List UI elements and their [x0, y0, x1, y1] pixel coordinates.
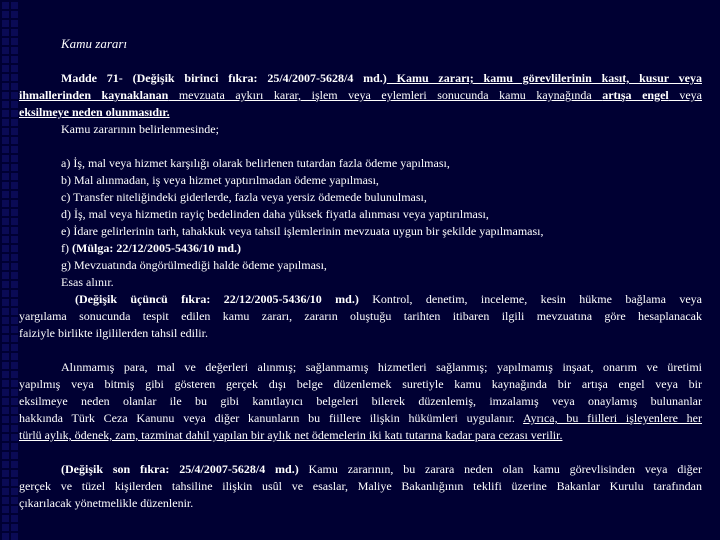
para4-text-1: Kamu zararının, bu zarara neden olan kamu görevlisinden veya diğer [298, 462, 702, 476]
para3-text-5-underlined: türlü aylık, ödenek, zam, tazminat dahil yapılan bir aylık net ödemelerin iki katı tutarına kadar para cezası verilir. [19, 428, 563, 442]
list-item-a: a) İş, mal veya hizmet karşılığı olarak belirlenen tutardan fazla ödeme yapılması, [61, 156, 450, 170]
para4-line-1 [61, 462, 702, 477]
para4-line-2: gerçek ve tüzel kişilerden tahsiline ilişkin usûl ve esaslar, Maliye Bakanlığının teklifi üzerine Bakanlar Kurulu tarafından [19, 479, 702, 493]
page-title: Kamu zararı [61, 36, 128, 51]
madde-text-underlined: Kamu zararı; kamu görevlilerinin kasıt, kusur veya [386, 71, 702, 85]
para3-line-4 [19, 411, 702, 426]
madde-line-3 [19, 105, 170, 120]
para2-amendment-note: (Değişik üçüncü fıkra: 22/12/2005-5436/10 md.) [75, 292, 359, 306]
madde-text-underlined-2: ihmallerinden kaynaklanan [19, 88, 169, 102]
para3-line-1: Alınmamış para, mal ve değerleri alınmış; sağlanmamış hizmetleri sağlanmış; yapılmamış inşaat, onarım ve üretimi [61, 360, 702, 374]
para3-text-4-underlined: Ayrıca, bu fiilleri işleyenlere her [523, 411, 702, 425]
madde-text-2: mevzuata aykırı karar, işlem veya eylemleri sonucunda kamu kaynağında [168, 88, 603, 102]
list-item-c: c) Transfer niteliğindeki giderlerde, fazla veya yersiz ödemede bulunulması, [61, 190, 427, 204]
para4-line-3: çıkarılacak yönetmelikle düzenlenir. [19, 496, 194, 510]
list-item-b: b) Mal alınmadan, iş veya hizmet yaptırılmadan ödeme yapılması, [61, 173, 379, 187]
madde-text-bold: artışa engel [602, 88, 669, 102]
para4-amendment-note: (Değişik son fıkra: 25/4/2007-5628/4 md.) [61, 462, 299, 476]
list-item-f-prefix: f) [61, 241, 72, 255]
list-item-g: g) Mevzuatında öngörülmediği halde ödeme yapılması, [61, 258, 327, 272]
list-closing: Esas alınır. [61, 275, 114, 289]
para3-line-2: yapılmış veya bitmiş gibi gösteren gerçek dışı belge düzenlemek suretiyle kamu kaynağında bir artışa engel veya bir [19, 377, 702, 391]
madde-text-2b: veya [668, 88, 702, 102]
para3-line-3: eksilmeye neden olanlar ile bu gibi kanıtlayıcı belgeleri bilerek düzenlemiş, imzalamış veya onaylamış bulunanlar [19, 394, 702, 408]
para3-text-4: hakkında Türk Ceza Kanunu veya diğer kanunların bu fiillere ilişkin hükümleri uygulanır. [19, 411, 524, 425]
para3-line-5 [19, 428, 562, 443]
madde-line-2 [19, 88, 702, 103]
list-item-d: d) İş, mal veya hizmetin rayiç bedelinden daha yüksek fiyatla alınması veya yaptırılması, [61, 207, 489, 221]
madde-text-3: eksilmeye neden olunmasıdır. [19, 105, 170, 119]
para2-text-1: Kontrol, denetim, inceleme, kesin hükme bağlama veya [358, 292, 702, 306]
para2-line-3: faiziyle birlikte ilgililerden tahsil edilir. [19, 326, 208, 340]
para2-line-2: yargılama sonucunda tespit edilen kamu zararı, zararın oluştuğu tarihten itibaren ilgili mevzuatına göre hesaplanacak [19, 309, 702, 323]
list-item-f-note: (Mülga: 22/12/2005-5436/10 md.) [72, 241, 241, 255]
madde-line-4: Kamu zararının belirlenmesinde; [61, 122, 219, 136]
list-item-e: e) İdare gelirlerinin tarh, tahakkuk veya tahsil işlemlerinin mevzuata uygun bir şekilde yapılmaması, [61, 224, 544, 238]
amendment-note: Madde 71- (Değişik birinci fıkra: 25/4/2007-5628/4 md.) [61, 71, 387, 85]
list-item-f [61, 241, 241, 256]
madde-line-1 [61, 71, 702, 86]
para2-line-1 [75, 292, 702, 307]
